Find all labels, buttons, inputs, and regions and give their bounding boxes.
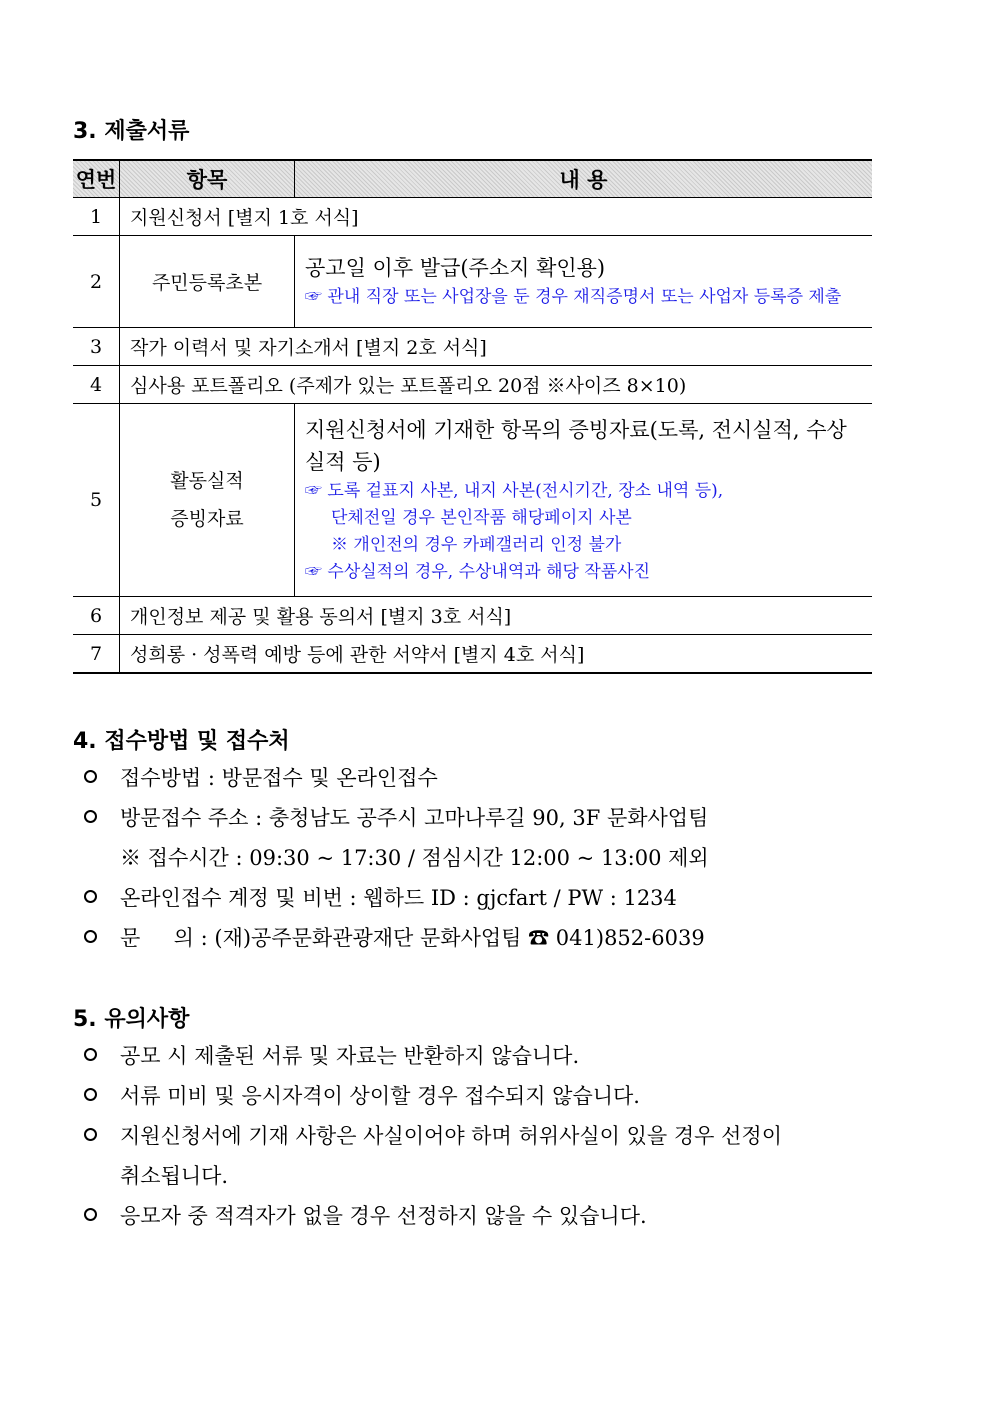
list-item — [84, 758, 709, 798]
circle-bullet-icon — [84, 1088, 97, 1101]
row-note: ☞ 관내 직장 또는 사업장을 둔 경우 재직증명서 또는 사업자 등록증 제출 — [305, 287, 842, 307]
list-item-text: 접수방법 : 방문접수 및 온라인접수 — [120, 766, 438, 790]
list-item — [84, 918, 709, 958]
circle-bullet-icon — [84, 930, 97, 943]
row-note: 단체전일 경우 본인작품 해당페이지 사본 — [331, 508, 632, 528]
list-item — [84, 1196, 782, 1236]
list-item-text: 문 의 : (재)공주문화관광재단 문화사업팀 ☎ 041)852-6039 — [120, 926, 705, 950]
row-note: ☞ 도록 겉표지 사본, 내지 사본(전시기간, 장소 내역 등), — [305, 481, 724, 501]
table-row — [73, 366, 872, 404]
row-text: 지원신청서 [별지 1호 서식] — [120, 198, 873, 236]
row-number: 7 — [73, 635, 120, 674]
circle-bullet-icon — [84, 1128, 97, 1141]
list-item — [84, 1156, 782, 1196]
row-note: ※ 개인전의 경우 카페갤러리 인정 불가 — [331, 535, 622, 555]
section-4-title: 4. 접수방법 및 접수처 — [73, 729, 290, 754]
list-item-text: 공모 시 제출된 서류 및 자료는 반환하지 않습니다. — [120, 1044, 580, 1068]
row-main-text: 공고일 이후 발급(주소지 확인용) — [305, 256, 606, 280]
row-content — [295, 236, 873, 328]
section-3-title: 3. 제출서류 — [73, 119, 190, 144]
row-number: 4 — [73, 366, 120, 404]
table-row — [73, 404, 872, 597]
section-5-list — [84, 1036, 782, 1236]
row-text: 심사용 포트폴리오 (주제가 있는 포트폴리오 20점 ※사이즈 8×10) — [120, 366, 873, 404]
circle-bullet-icon — [84, 890, 97, 903]
row-number: 3 — [73, 328, 120, 366]
list-item-text: 응모자 중 적격자가 없을 경우 선정하지 않을 수 있습니다. — [120, 1204, 647, 1228]
list-item — [84, 1076, 782, 1116]
list-item — [84, 1116, 782, 1156]
header-number: 연번 — [73, 160, 120, 198]
section-5-title: 5. 유의사항 — [73, 1007, 190, 1032]
row-text: 개인정보 제공 및 활용 동의서 [별지 3호 서식] — [120, 597, 873, 635]
list-item — [84, 1036, 782, 1076]
row-number: 1 — [73, 198, 120, 236]
list-item-text: 방문접수 주소 : 충청남도 공주시 고마나루길 90, 3F 문화사업팀 — [120, 806, 709, 830]
row-note: ☞ 수상실적의 경우, 수상내역과 해당 작품사진 — [305, 562, 651, 582]
list-item-text: 지원신청서에 기재 사항은 사실이어야 하며 허위사실이 있을 경우 선정이 — [120, 1124, 782, 1148]
circle-bullet-icon — [84, 1048, 97, 1061]
list-item — [84, 878, 709, 918]
row-text: 성희롱 · 성폭력 예방 등에 관한 서약서 [별지 4호 서식] — [120, 635, 873, 674]
row-item: 주민등록초본 — [120, 236, 295, 328]
list-item-text: 취소됩니다. — [120, 1164, 229, 1188]
circle-bullet-icon — [84, 1208, 97, 1221]
row-content — [295, 404, 873, 597]
table-header-row — [73, 160, 872, 198]
row-text: 작가 이력서 및 자기소개서 [별지 2호 서식] — [120, 328, 873, 366]
list-item-text: 온라인접수 계정 및 비번 : 웹하드 ID : gjcfart / PW : 1234 — [120, 886, 677, 910]
list-item-text: ※ 접수시간 : 09:30 ~ 17:30 / 점심시간 12:00 ~ 13:00 제외 — [120, 846, 709, 870]
table-row — [73, 635, 872, 674]
row-item — [120, 404, 295, 597]
list-item — [84, 798, 709, 838]
row-item-line: 증빙자료 — [170, 508, 244, 530]
table-row — [73, 236, 872, 328]
circle-bullet-icon — [84, 810, 97, 823]
table-row — [73, 328, 872, 366]
header-content: 내 용 — [295, 160, 873, 198]
documents-table — [73, 159, 872, 674]
section-4-list — [84, 758, 709, 958]
table-row — [73, 198, 872, 236]
row-main-text: 지원신청서에 기재한 항목의 증빙자료(도록, 전시실적, 수상실적 등) — [305, 418, 847, 474]
header-item: 항목 — [120, 160, 295, 198]
list-item — [84, 838, 709, 878]
row-item-line: 활동실적 — [170, 470, 244, 492]
list-item-text: 서류 미비 및 응시자격이 상이할 경우 접수되지 않습니다. — [120, 1084, 640, 1108]
table-row — [73, 597, 872, 635]
row-number: 5 — [73, 404, 120, 597]
row-number: 2 — [73, 236, 120, 328]
row-number: 6 — [73, 597, 120, 635]
circle-bullet-icon — [84, 770, 97, 783]
